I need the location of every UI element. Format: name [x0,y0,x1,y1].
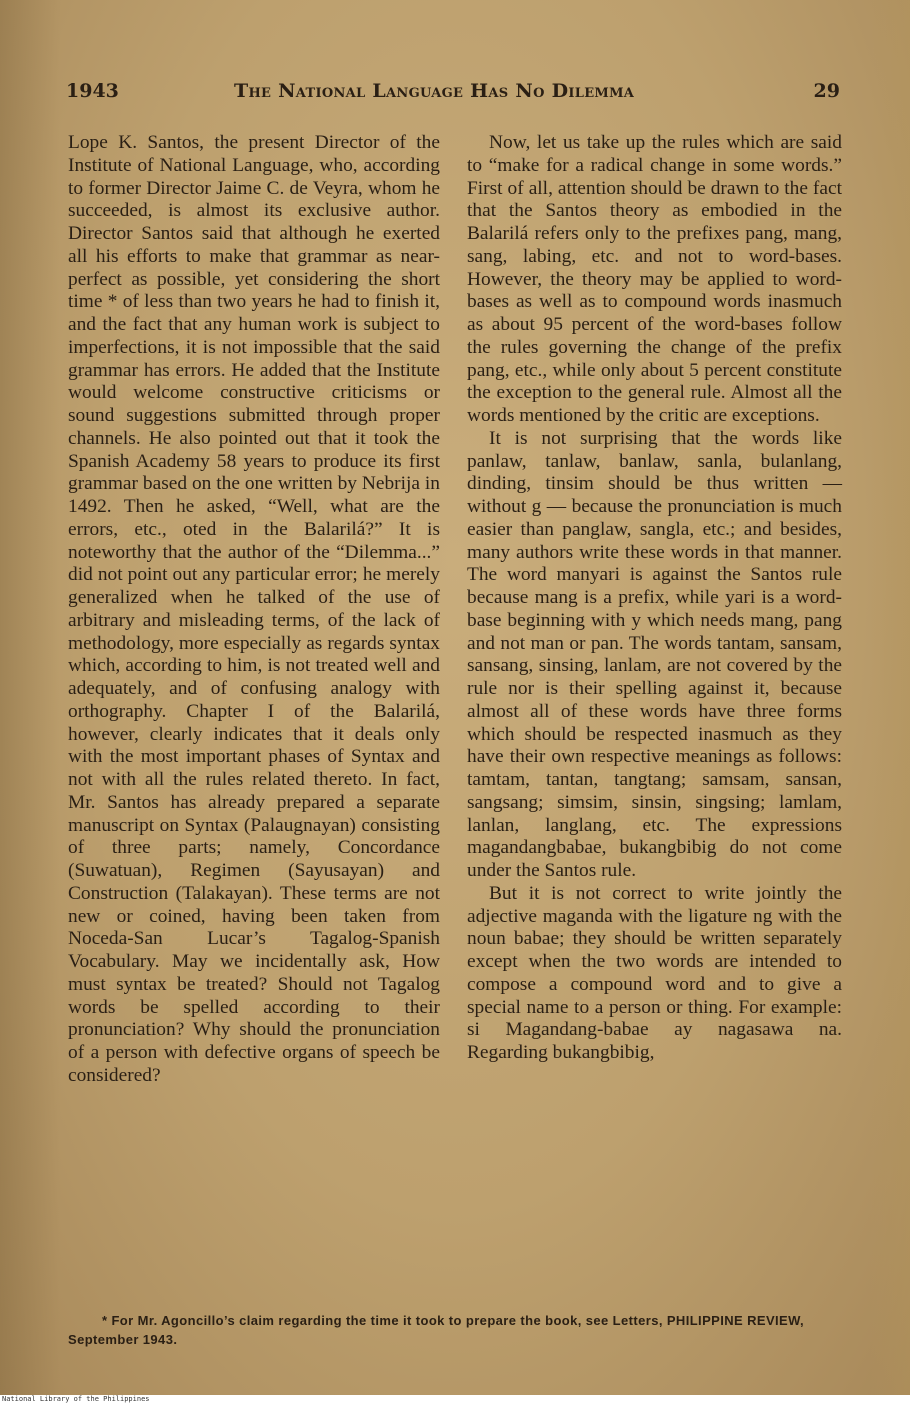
page-number: 29 [813,80,840,102]
paragraph: Now, let us take up the rules which are said to “make for a radical change in some words.” First of all, attention should be drawn to the fact that the Santos theory as embodied in the Balarilá refers only to the prefixes pang, mang, sang, labing, etc. and not to word-bases. However, the theory may be applied to word-bases as well as to compound words inasmuch as about 95 percent of the word-bases follow the rules governing the change of the prefix pang, etc., while only about 5 percent constitute the exception to the general rule. Almost all the words mentioned by the critic are exceptions. [467,132,842,426]
running-title: The National Language Has No Dilemma [234,80,635,102]
library-watermark [0,1395,910,1403]
header-year: 1943 [66,80,119,102]
watermark-text: National Library of the Philippines [2,1395,150,1403]
left-column [68,132,440,1088]
right-column [467,132,842,1065]
paragraph: Lope K. Santos, the present Director of the Institute of National Language, who, according to former Director Jaime C. de Veyra, whom he succeeded, is almost its exclusive author. Director Santos said that although he exerted all his efforts to make that grammar as near-perfect as possible, yet considering the short time * of less than two years he had to finish it, and the fact that any human work is subject to imperfections, it is not impossible that the said grammar has errors. He added that the Institute would welcome constructive criticisms or sound suggestions submitted through proper channels. He also pointed out that it took the Spanish Academy 58 years to produce its first grammar based on the one written by Nebrija in 1492. Then he asked, “Well, what are the errors, etc., oted in the Balarilá?” It is noteworthy that the author of the “Dilemma...” did not point out any particular error; he merely generalized when he talked of the use of arbitrary and misleading terms, of the lack of methodology, more especially as regards syntax which, according to him, is not treated well and adequately, and of confusing analogy with orthography. Chapter I of the Balarilá, however, clearly indicates that it deals only with the most important phases of Syntax and not with all the rules related thereto. In fact, Mr. Santos has already prepared a separate manuscript on Syntax (Palaugnayan) consisting of three parts; namely, Concordance (Suwatuan), Regimen (Sayusayan) and Construction (Talakayan). These terms are not new or coined, having been taken from Noceda-San Lucar’s Tagalog-Spanish Vocabulary. May we incidentally ask, How must syntax be treated? Should not Tagalog words be spelled according to their pronunciation? Why should the pronunciation of a person with defective organs of speech be considered? [68,132,440,1086]
footnote-text: * For Mr. Agoncillo’s claim regarding the time it took to prepare the book, see Letters, PHILIPPINE REVIEW, September 1943. [68,1313,805,1347]
paragraph: It is not surprising that the words like panlaw, tanlaw, banlaw, sanla, bulanlang, dinding, tinsim should be thus written — without g — because the pronunciation is much easier than panglaw, sangla, etc.; and besides, many authors write these words in that manner. The word manyari is against the Santos rule because mang is a prefix, while yari is a word-base beginning with y which needs mang, pang and not man or pan. The words tantam, sansam, sansang, sinsing, lanlam, are not covered by the rule nor is their spelling against it, because almost all of these words have three forms which should be respected inasmuch as they have their own respective meanings as follows: tamtam, tantan, tangtang; samsam, sansan, sangsang; simsim, sinsin, singsing; lamlam, lanlan, langlang, etc. The expressions magandangbabae, bukangbibig do not come under the Santos rule. [467,427,842,881]
running-header [66,80,840,110]
paragraph: But it is not correct to write jointly the adjective maganda with the ligature ng with the noun babae; they should be written separately except when the two words are intended to compose a compound word and to give a special name to a person or thing. For example: si Magandang-babae ay nagasawa na. Regarding bukangbibig, [467,882,842,1063]
footnote [68,1311,848,1349]
